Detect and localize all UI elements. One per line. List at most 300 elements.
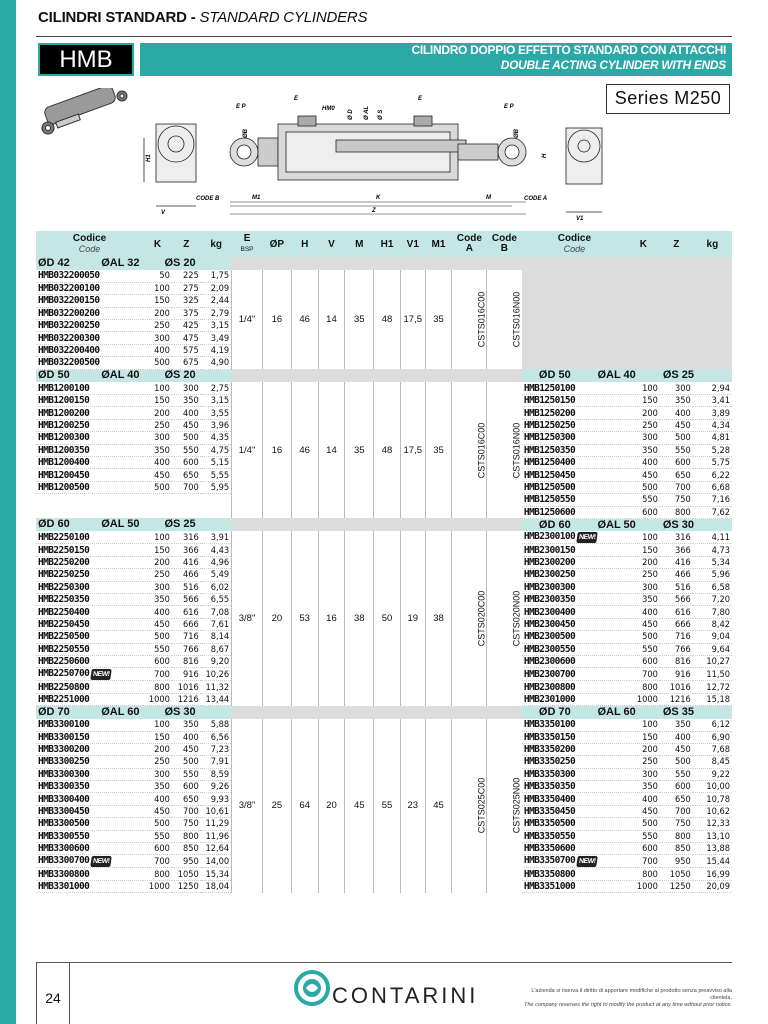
- spec-op: 16: [262, 382, 291, 518]
- stroke-k: 100: [627, 531, 660, 544]
- weight-kg: 12,72: [693, 681, 732, 693]
- weight-kg: 3,49: [201, 332, 232, 344]
- stroke-k: 450: [627, 469, 660, 481]
- length-z: 325: [172, 295, 201, 307]
- spec-h1: 48: [374, 382, 401, 518]
- empty-cell: [627, 307, 660, 319]
- stroke-k: 250: [627, 419, 660, 431]
- weight-kg: 18,04: [201, 880, 232, 892]
- product-code: HMB032200150: [36, 295, 143, 307]
- stroke-k: 100: [627, 382, 660, 394]
- table-body: [36, 257, 732, 893]
- stroke-k: 250: [143, 569, 172, 581]
- length-z: 675: [172, 357, 201, 369]
- stroke-k: 700: [143, 855, 172, 868]
- length-z: 566: [172, 593, 201, 605]
- stroke-k: 700: [627, 855, 660, 868]
- weight-kg: 7,23: [201, 743, 232, 755]
- spec-v1: 19: [400, 531, 425, 705]
- length-z: 316: [172, 531, 201, 544]
- length-z: 650: [172, 793, 201, 805]
- product-code: HMB3300300: [36, 768, 143, 780]
- weight-kg: 9,22: [693, 768, 732, 780]
- weight-kg: 2,79: [201, 307, 232, 319]
- stroke-k: 250: [143, 419, 172, 431]
- weight-kg: 6,12: [693, 719, 732, 731]
- length-z: 600: [172, 456, 201, 468]
- group-title-left: [36, 518, 232, 531]
- stroke-k: 600: [143, 843, 172, 855]
- group-title-left: [36, 369, 232, 382]
- product-code: HMB3350600: [522, 843, 627, 855]
- length-z: 750: [660, 494, 693, 506]
- empty-cell: [201, 494, 232, 506]
- empty-cell: [660, 332, 693, 344]
- logo-wordmark: CONTARINI: [332, 983, 479, 1008]
- product-code: HMB2300800: [522, 681, 627, 693]
- stroke-k: 800: [143, 681, 172, 693]
- stroke-k: 550: [627, 494, 660, 506]
- table-row: [36, 270, 732, 282]
- product-code: HMB1200250: [36, 419, 143, 431]
- length-z: 1250: [660, 880, 693, 892]
- length-z: 750: [660, 818, 693, 830]
- product-table-wrap: [36, 231, 732, 913]
- spec-e: 3/8": [232, 719, 263, 893]
- length-z: 1050: [660, 868, 693, 880]
- length-z: 650: [172, 469, 201, 481]
- length-z: 800: [660, 830, 693, 842]
- product-code: HMB1250300: [522, 432, 627, 444]
- stroke-k: 150: [143, 295, 172, 307]
- length-z: 566: [660, 593, 693, 605]
- col-h: H: [291, 231, 318, 257]
- col-codice-right: Codice Code: [522, 231, 627, 257]
- empty-cell: [143, 506, 172, 518]
- col-k: K: [143, 231, 172, 257]
- length-z: 1216: [172, 693, 201, 705]
- product-code: HMB3300800: [36, 868, 143, 880]
- stroke-k: 600: [627, 843, 660, 855]
- weight-kg: 4,19: [201, 344, 232, 356]
- left-end-view: [144, 124, 196, 206]
- weight-kg: 8,45: [693, 756, 732, 768]
- empty-cell: [627, 344, 660, 356]
- new-badge: NEW!: [576, 532, 598, 543]
- weight-kg: 12,33: [693, 818, 732, 830]
- empty-cell: [693, 295, 732, 307]
- product-code: HMB3350500: [522, 818, 627, 830]
- length-z: 400: [172, 731, 201, 743]
- product-code: HMB1250100: [522, 382, 627, 394]
- label-os: Ø S: [378, 109, 384, 120]
- group-spec: ØD 60: [538, 518, 571, 531]
- stroke-k: 250: [627, 569, 660, 581]
- empty-cell: [660, 344, 693, 356]
- label-k: K: [376, 195, 381, 201]
- product-code: HMB032200050: [36, 270, 143, 282]
- product-code: HMB032200200: [36, 307, 143, 319]
- weight-kg: 5,49: [201, 569, 232, 581]
- col-k-right: K: [627, 231, 660, 257]
- stroke-k: 800: [627, 868, 660, 880]
- weight-kg: 2,09: [201, 282, 232, 294]
- spec-v1: 17,5: [400, 382, 425, 518]
- spec-m: 35: [345, 270, 374, 369]
- product-code: HMB2250250: [36, 569, 143, 581]
- product-code: HMB2300550: [522, 643, 627, 655]
- group-spec: ØS 30: [662, 518, 695, 531]
- stroke-k: 200: [627, 743, 660, 755]
- stroke-k: 350: [143, 593, 172, 605]
- spec-v1: 17,5: [400, 270, 425, 369]
- weight-kg: 10,62: [693, 805, 732, 817]
- product-code: HMB3351000: [522, 880, 627, 892]
- weight-kg: 6,90: [693, 731, 732, 743]
- length-z: 950: [660, 855, 693, 868]
- group-spacer: [232, 369, 522, 382]
- stroke-k: 600: [627, 506, 660, 518]
- weight-kg: 11,32: [201, 681, 232, 693]
- length-z: 616: [172, 606, 201, 618]
- length-z: 716: [172, 631, 201, 643]
- stroke-k: 400: [143, 793, 172, 805]
- spec-m1: 35: [425, 270, 452, 369]
- length-z: 816: [172, 655, 201, 667]
- empty-cell: [693, 332, 732, 344]
- weight-kg: 15,44: [693, 855, 732, 868]
- cylinder-side-view: [230, 116, 526, 180]
- stroke-k: 300: [627, 768, 660, 780]
- spec-m: 38: [345, 531, 374, 705]
- label-ep-left: E P: [236, 104, 246, 110]
- product-table: [36, 231, 732, 893]
- weight-kg: 7,62: [693, 506, 732, 518]
- weight-kg: 13,44: [201, 693, 232, 705]
- weight-kg: 7,80: [693, 606, 732, 618]
- product-code: HMB2300600: [522, 655, 627, 667]
- product-code: HMB1250450: [522, 469, 627, 481]
- stroke-k: 100: [143, 382, 172, 394]
- group-header-row: [36, 257, 732, 270]
- spec-op: 16: [262, 270, 291, 369]
- weight-kg: 15,18: [693, 693, 732, 705]
- stroke-k: 150: [627, 544, 660, 556]
- product-code: HMB3350300: [522, 768, 627, 780]
- spec-e: 1/4": [232, 270, 263, 369]
- stroke-k: 550: [143, 643, 172, 655]
- empty-cell: [660, 295, 693, 307]
- length-z: 400: [660, 731, 693, 743]
- product-code: HMB1250350: [522, 444, 627, 456]
- product-code: HMB2250800: [36, 681, 143, 693]
- stroke-k: 100: [143, 531, 172, 544]
- stroke-k: 50: [143, 270, 172, 282]
- length-z: 950: [172, 855, 201, 868]
- product-code: HMB1250600: [522, 506, 627, 518]
- stroke-k: 150: [143, 395, 172, 407]
- product-code: HMB3350400: [522, 793, 627, 805]
- header-divider: [36, 36, 732, 37]
- stroke-k: 1000: [143, 880, 172, 892]
- spec-code-a: CSTS016C00: [452, 382, 487, 518]
- product-code: HMB2250100: [36, 531, 143, 544]
- dimension-lines: [230, 202, 526, 214]
- subtitle-it: CILINDRO DOPPIO EFFETTO STANDARD CON ATTACCHI: [411, 43, 726, 57]
- spec-code-a: CSTS020C00: [452, 531, 487, 705]
- length-z: 400: [660, 407, 693, 419]
- length-z: 550: [172, 768, 201, 780]
- spec-code-a: CSTS016C00: [452, 270, 487, 369]
- weight-kg: 7,91: [201, 756, 232, 768]
- weight-kg: 11,96: [201, 830, 232, 842]
- stroke-k: 1000: [627, 880, 660, 892]
- product-code: HMB1250200: [522, 407, 627, 419]
- weight-kg: 8,14: [201, 631, 232, 643]
- weight-kg: 4,11: [693, 531, 732, 544]
- stroke-k: 300: [143, 432, 172, 444]
- group-title-left: [36, 706, 232, 719]
- length-z: 375: [172, 307, 201, 319]
- label-oal: Ø AL: [364, 105, 370, 120]
- group-spec: ØD 42: [38, 257, 70, 269]
- disclaimer-en: The company reserves the right to modify the product at any time without prior notice.: [524, 1002, 732, 1008]
- empty-cell: [36, 494, 143, 506]
- product-code: HMB2250500: [36, 631, 143, 643]
- empty-cell: [693, 344, 732, 356]
- length-z: 350: [660, 719, 693, 731]
- stroke-k: 400: [627, 793, 660, 805]
- length-z: 466: [172, 569, 201, 581]
- weight-kg: 4,81: [693, 432, 732, 444]
- length-z: 366: [660, 544, 693, 556]
- spec-e: 3/8": [232, 531, 263, 705]
- length-z: 516: [172, 581, 201, 593]
- spec-code-b: CSTS025N00: [487, 719, 522, 893]
- empty-cell: [693, 357, 732, 369]
- spec-h1: 50: [374, 531, 401, 705]
- stroke-k: 300: [143, 768, 172, 780]
- stroke-k: 100: [627, 719, 660, 731]
- weight-kg: 4,73: [693, 544, 732, 556]
- product-code: HMB3300250: [36, 756, 143, 768]
- length-z: 575: [172, 344, 201, 356]
- length-z: 450: [660, 743, 693, 755]
- empty-cell: [522, 332, 627, 344]
- length-z: 666: [172, 618, 201, 630]
- empty-cell: [522, 357, 627, 369]
- col-e: E BSP: [232, 231, 263, 257]
- side-accent-bar: [0, 0, 16, 1024]
- weight-kg: 13,10: [693, 830, 732, 842]
- product-code: HMB2300200: [522, 556, 627, 568]
- product-code: HMB1250150: [522, 395, 627, 407]
- weight-kg: 5,95: [201, 481, 232, 493]
- weight-kg: 6,22: [693, 469, 732, 481]
- product-code: HMB1200350: [36, 444, 143, 456]
- stroke-k: 100: [143, 719, 172, 731]
- empty-cell: [660, 357, 693, 369]
- empty-cell: [693, 320, 732, 332]
- empty-cell: [627, 332, 660, 344]
- product-code: HMB1250250: [522, 419, 627, 431]
- weight-kg: 11,50: [693, 668, 732, 681]
- label-code-a: CODE A: [524, 196, 548, 202]
- group-spec: ØAL 50: [597, 518, 636, 531]
- weight-kg: 10,26: [201, 668, 232, 681]
- stroke-k: 100: [143, 282, 172, 294]
- stroke-k: 450: [627, 805, 660, 817]
- col-code-b: Code B: [487, 231, 522, 257]
- stroke-k: 400: [143, 456, 172, 468]
- weight-kg: 1,75: [201, 270, 232, 282]
- stroke-k: 300: [143, 581, 172, 593]
- length-z: 650: [660, 469, 693, 481]
- product-code: HMB2300350: [522, 593, 627, 605]
- product-code: HMB2301000: [522, 693, 627, 705]
- length-z: 916: [660, 668, 693, 681]
- col-kg-right: kg: [693, 231, 732, 257]
- label-v: V: [161, 210, 166, 216]
- length-z: 850: [172, 843, 201, 855]
- spec-h: 46: [291, 270, 318, 369]
- product-code: HMB2250550: [36, 643, 143, 655]
- product-code: HMB3300150: [36, 731, 143, 743]
- label-od: Ø D: [348, 109, 354, 120]
- empty-cell: [522, 270, 627, 282]
- weight-kg: 10,00: [693, 781, 732, 793]
- product-code: HMB3350350: [522, 781, 627, 793]
- spec-code-a: CSTS025C00: [452, 719, 487, 893]
- group-title-right: [522, 369, 732, 382]
- product-code: HMB3350100: [522, 719, 627, 731]
- stroke-k: 200: [627, 407, 660, 419]
- spec-op: 20: [262, 531, 291, 705]
- empty-cell: [660, 270, 693, 282]
- product-code: HMB3350150: [522, 731, 627, 743]
- label-m1: M1: [252, 195, 261, 201]
- stroke-k: 500: [143, 481, 172, 493]
- length-z: 425: [172, 320, 201, 332]
- length-z: 1016: [172, 681, 201, 693]
- spec-h1: 48: [374, 270, 401, 369]
- col-v1: V1: [400, 231, 425, 257]
- stroke-k: 1000: [143, 693, 172, 705]
- spec-m1: 35: [425, 382, 452, 518]
- stroke-k: 800: [143, 868, 172, 880]
- spec-m: 45: [345, 719, 374, 893]
- stroke-k: 350: [143, 781, 172, 793]
- series-label: Series M250: [606, 84, 730, 114]
- product-code: HMB2250400: [36, 606, 143, 618]
- page-title: CILINDRI STANDARD - STANDARD CYLINDERS: [38, 9, 368, 26]
- length-z: 600: [660, 456, 693, 468]
- length-z: 550: [660, 768, 693, 780]
- group-header-row: [36, 518, 732, 531]
- stroke-k: 550: [627, 643, 660, 655]
- length-z: 500: [660, 756, 693, 768]
- new-badge: NEW!: [90, 669, 112, 680]
- label-hm0: HM0: [322, 106, 335, 112]
- product-code: HMB2250600: [36, 655, 143, 667]
- weight-kg: 10,78: [693, 793, 732, 805]
- col-code-a: Code A: [452, 231, 487, 257]
- label-e-left: E: [294, 96, 299, 102]
- length-z: 350: [172, 719, 201, 731]
- table-row: [36, 382, 732, 394]
- product-code: HMB3350200: [522, 743, 627, 755]
- product-code: HMB3300100: [36, 719, 143, 731]
- length-z: 800: [660, 506, 693, 518]
- weight-kg: 8,59: [201, 768, 232, 780]
- product-code: HMB3300400: [36, 793, 143, 805]
- group-spec: ØD 60: [38, 518, 70, 531]
- label-h1: H1: [146, 154, 152, 162]
- length-z: 700: [172, 805, 201, 817]
- product-code: HMB032200500: [36, 357, 143, 369]
- stroke-k: 700: [627, 668, 660, 681]
- stroke-k: 600: [627, 655, 660, 667]
- product-code: HMB2300150: [522, 544, 627, 556]
- length-z: 500: [172, 756, 201, 768]
- length-z: 800: [172, 830, 201, 842]
- weight-kg: 5,96: [693, 569, 732, 581]
- spec-m: 35: [345, 382, 374, 518]
- product-code: HMB3350450: [522, 805, 627, 817]
- weight-kg: 3,91: [201, 531, 232, 544]
- product-code: HMB2300300: [522, 581, 627, 593]
- product-code: HMB3300450: [36, 805, 143, 817]
- group-header-row: [36, 369, 732, 382]
- weight-kg: 7,61: [201, 618, 232, 630]
- length-z: 600: [660, 781, 693, 793]
- stroke-k: 200: [143, 307, 172, 319]
- weight-kg: 13,88: [693, 843, 732, 855]
- weight-kg: 5,34: [693, 556, 732, 568]
- subtitle-band: [140, 43, 732, 76]
- weight-kg: 10,27: [693, 655, 732, 667]
- weight-kg: 8,42: [693, 618, 732, 630]
- product-code: HMB3301000: [36, 880, 143, 892]
- stroke-k: 450: [143, 618, 172, 630]
- group-spec: ØD 50: [38, 369, 70, 382]
- empty-cell: [627, 295, 660, 307]
- product-code: HMB032200100: [36, 282, 143, 294]
- weight-kg: 9,04: [693, 631, 732, 643]
- spec-v: 14: [318, 270, 345, 369]
- length-z: 300: [172, 382, 201, 394]
- empty-cell: [522, 295, 627, 307]
- weight-kg: 6,56: [201, 731, 232, 743]
- weight-kg: 14,00: [201, 855, 232, 868]
- col-v: V: [318, 231, 345, 257]
- weight-kg: 4,96: [201, 556, 232, 568]
- col-kg: kg: [201, 231, 232, 257]
- footer-divider: [36, 962, 732, 963]
- weight-kg: 2,44: [201, 295, 232, 307]
- stroke-k: 150: [143, 544, 172, 556]
- group-header-row: [36, 706, 732, 719]
- label-z: Z: [372, 208, 376, 214]
- group-spacer: [232, 518, 522, 531]
- label-ob-right: ØB: [514, 129, 520, 138]
- spec-m1: 45: [425, 719, 452, 893]
- length-z: 300: [660, 382, 693, 394]
- label-m: M: [486, 195, 491, 201]
- product-code: HMB3300350: [36, 781, 143, 793]
- disclaimer: [516, 988, 732, 1009]
- product-code: HMB2250300: [36, 581, 143, 593]
